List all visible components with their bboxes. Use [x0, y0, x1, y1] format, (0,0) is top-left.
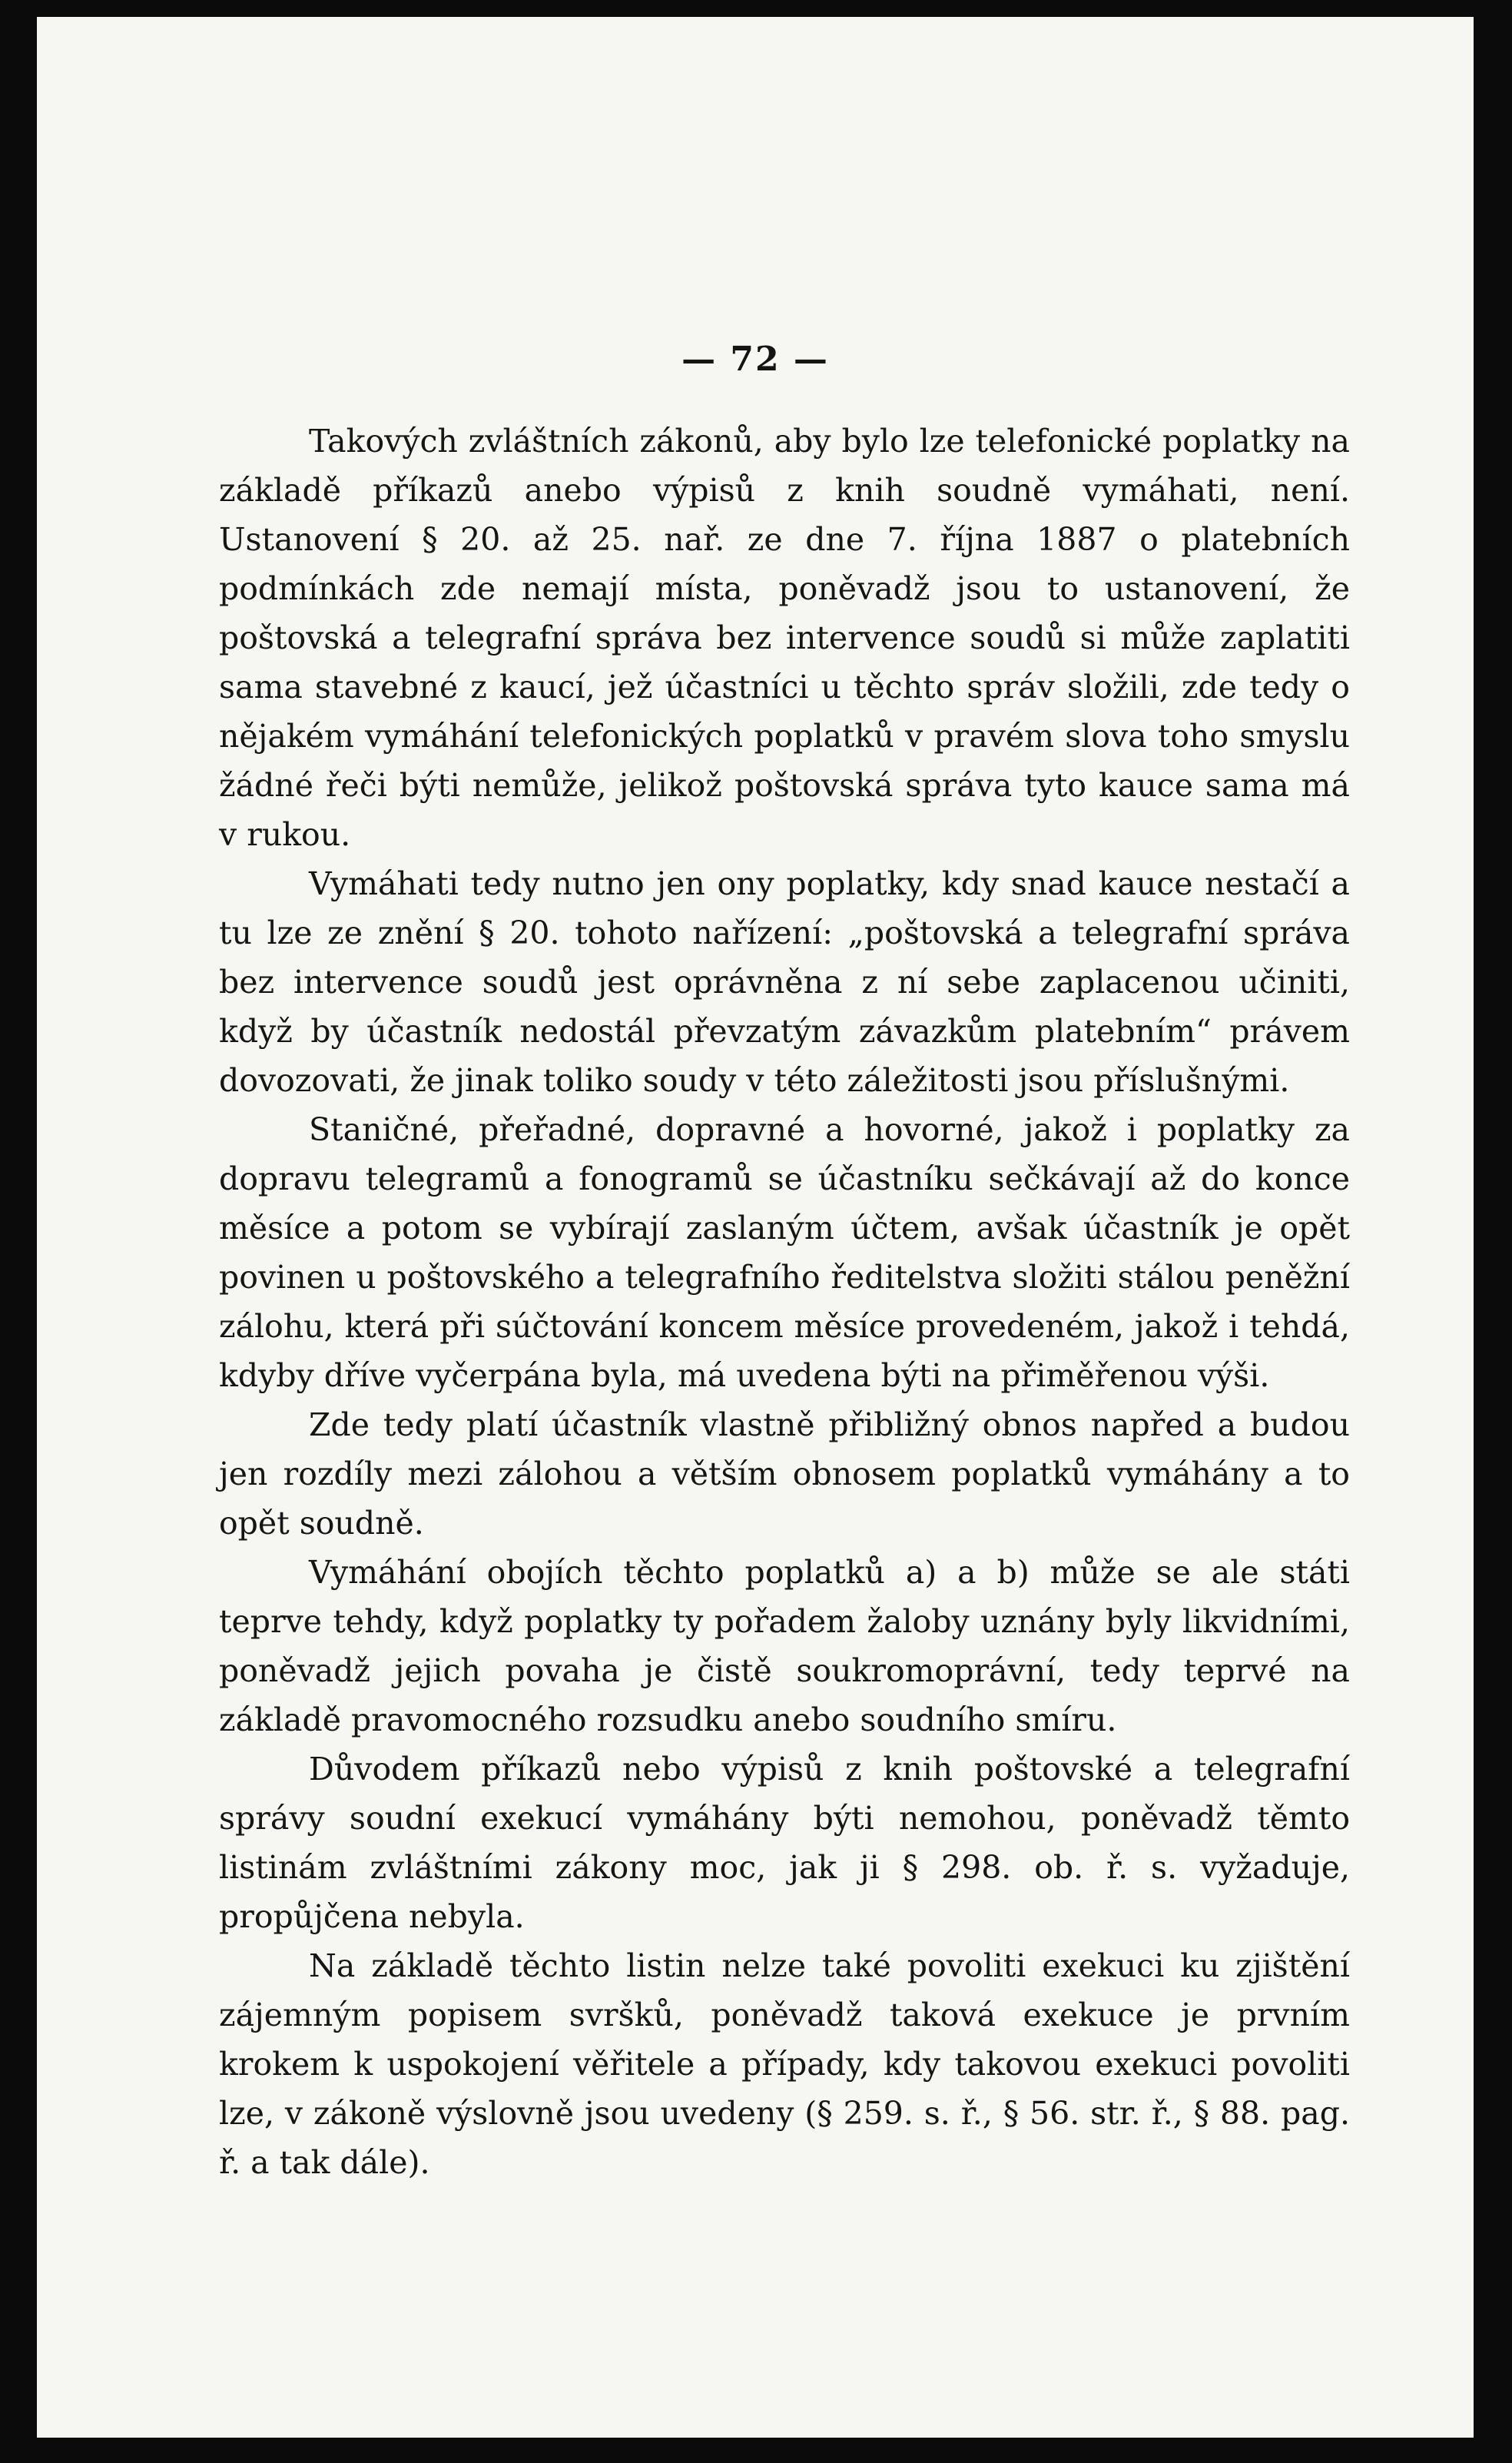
paragraph-2: Vymáhati tedy nutno jen ony poplatky, kdy snad kauce nestačí a tu lze ze znění § 20. tohoto nařízení: „poštovská a telegrafní správa bez intervence soudů jest oprávněna z ní sebe zaplacenou učiniti, když by účastník nedostál převzatým závazkům platebním“ právem dovozovati, že jinak toliko soudy v této záležitosti jsou příslušnými. [219, 865, 1350, 1099]
paragraph-4: Zde tedy platí účastník vlastně přibližný obnos napřed a budou jen rozdíly mezi zálohou a větším obnosem poplatků vymáhány a to opět soudně. [219, 1406, 1350, 1542]
paragraph-7: Na základě těchto listin nelze také povoliti exekuci ku zjištění zájemným popisem svršků, poněvadž taková exekuce je prvním krokem k uspokojení věřitele a případy, kdy takovou exekuci povoliti lze, v zákoně výslovně jsou uvedeny (§ 259. s. ř., § 56. str. ř., § 88. pag. ř. a tak dále). [219, 1947, 1350, 2181]
scanned-page [37, 17, 1474, 2438]
paragraph-3: Staničné, přeřadné, dopravné a hovorné, jakož i poplatky za dopravu telegramů a fonogramů se účastníku sečkávají až do konce měsíce a potom se vybírají zaslaným účtem, avšak účastník je opět povinen u poštovského a telegrafního ředitelstva složiti stálou peněžní zálohu, která při súčtování koncem měsíce provedeném, jakož i tehdá, kdyby dříve vyčerpána byla, má uvedena býti na přiměřenou výši. [219, 1111, 1350, 1394]
paragraph-5: Vymáhání obojích těchto poplatků a) a b) může se ale státi teprve tehdy, když poplatky ty pořadem žaloby uznány byly likvidními, poněvadž jejich povaha je čistě soukromoprávní, tedy teprvé na základě pravomocného rozsudku anebo soudního smíru. [219, 1554, 1350, 1738]
page-number: — 72 — [681, 340, 829, 379]
paragraph-1: Takových zvláštních zákonů, aby bylo lze telefonické poplatky na základě příkazů anebo výpisů z knih soudně vymáhati, není. Ustanovení § 20. až 25. nař. ze dne 7. října 1887 o platebních podmínkách zde nemají místa, poněvadž jsou to ustanovení, že poštovská a telegrafní správa bez intervence soudů si může zaplatiti sama stavebné z kaucí, jež účastníci u těchto správ složili, zde tedy o nějakém vymáhání telefonických poplatků v pravém slova toho smyslu žádné řeči býti nemůže, jelikož poštovská správa tyto kauce sama má v rukou. [219, 423, 1350, 853]
paragraph-6: Důvodem příkazů nebo výpisů z knih poštovské a telegrafní správy soudní exekucí vymáhány býti nemohou, poněvadž těmto listinám zvláštními zákony moc, jak ji § 298. ob. ř. s. vyžaduje, propůjčena nebyla. [219, 1751, 1350, 1935]
body-text [219, 417, 1350, 2187]
